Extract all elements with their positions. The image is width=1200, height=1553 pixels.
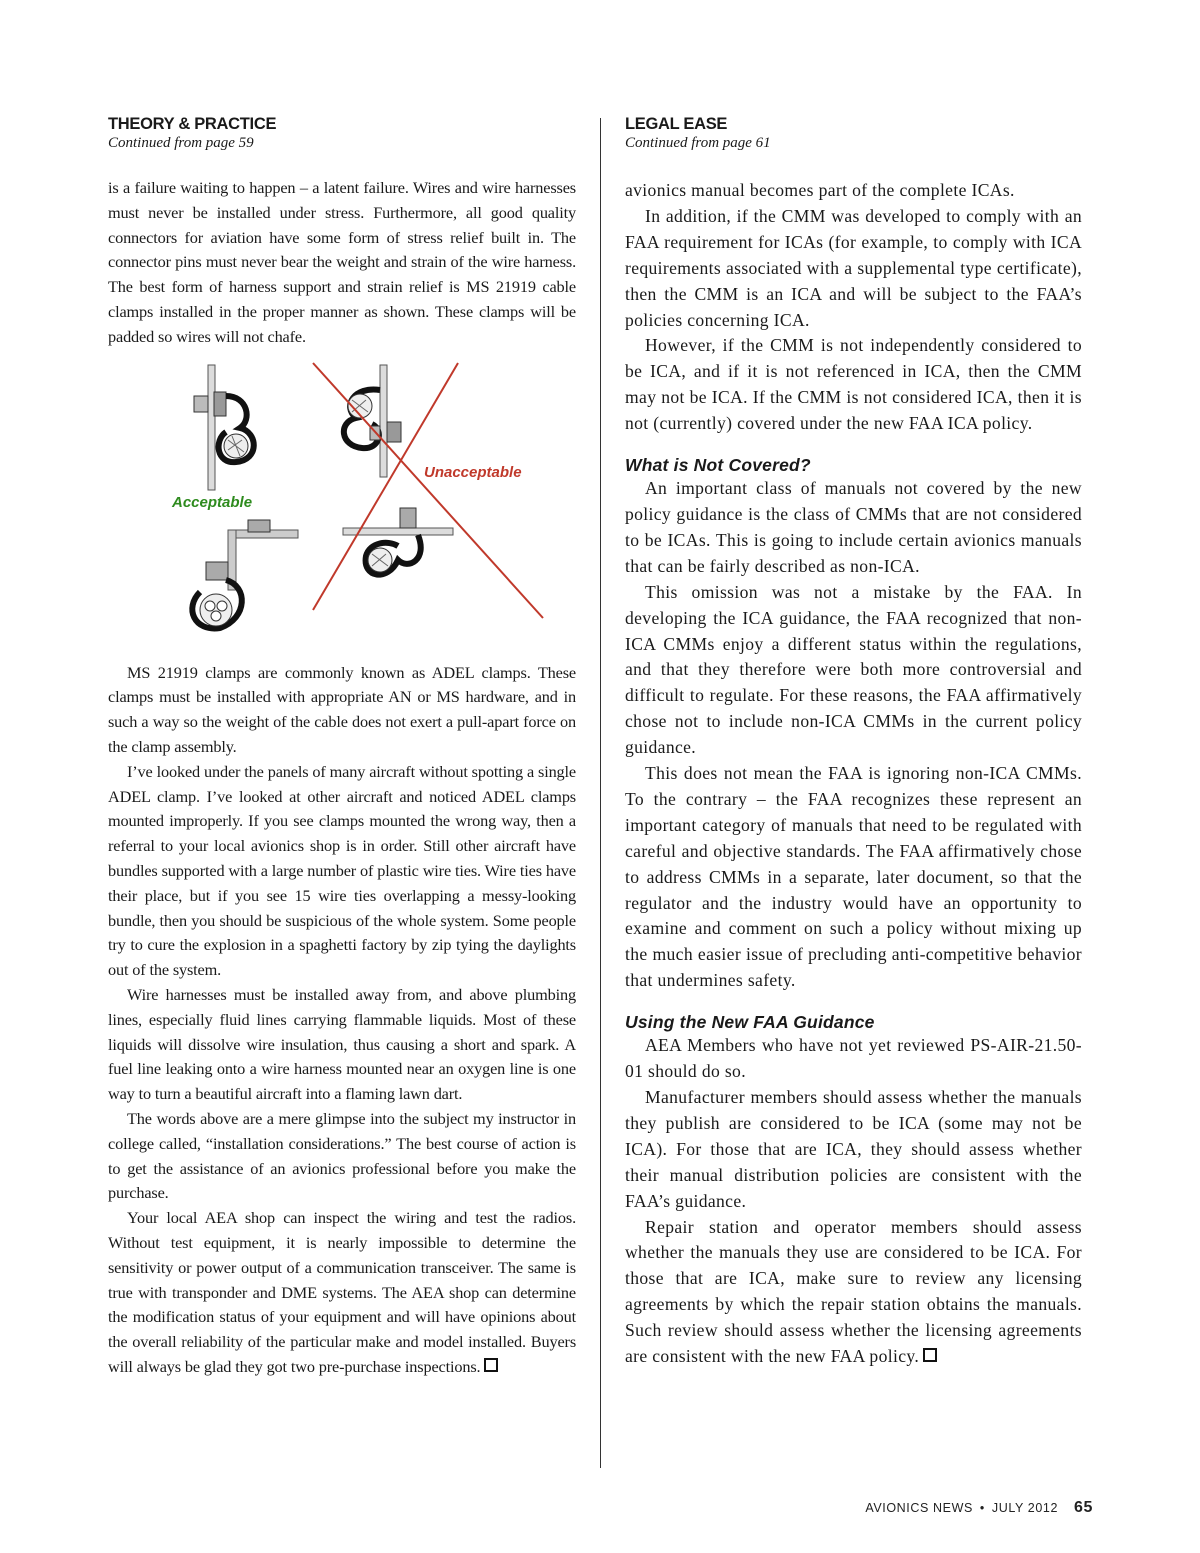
paragraph bbox=[625, 1215, 1082, 1370]
label-unacceptable: Unacceptable bbox=[424, 463, 522, 481]
article-body-right bbox=[625, 178, 1082, 1370]
paragraph bbox=[108, 1206, 576, 1380]
page-number: 65 bbox=[1074, 1499, 1093, 1516]
paragraph: The words above are a mere glimpse into the subject my instructor in college called, “installation considerations.” The best course of action is to get the assistance of an avionics professional before you make the purchase. bbox=[108, 1108, 576, 1203]
subhead-what-is-not-covered: What is Not Covered? bbox=[625, 455, 811, 476]
acceptable-clamp-top bbox=[194, 365, 254, 490]
column-divider bbox=[600, 118, 601, 1468]
paragraph: avionics manual becomes part of the complete ICAs. bbox=[625, 180, 1015, 200]
left-column bbox=[108, 114, 576, 1380]
page-footer bbox=[865, 1499, 1093, 1517]
paragraph: I’ve looked under the panels of many aircraft without spotting a single ADEL clamp. I’ve looked at other aircraft and noticed ADEL clamps mounted improperly. If you see clamps mounted the wrong way, then a referral to your local avionics shop is in order. Still other aircraft have bundles supported with a large number of plastic wire ties. Wire ties have their place, but if you see 15 wire ties overlapping a messy-looking bundle, then you should be suspicious of the whole system. Some people try to cure the explosion in a spaghetti factory by zip tying the daylights out of the system. bbox=[108, 761, 576, 980]
end-mark-checkbox-icon bbox=[923, 1348, 937, 1362]
acceptable-clamp-bottom bbox=[192, 520, 298, 628]
paragraph: However, if the CMM is not independently considered to be ICA, and if it is not referenced in ICA, then the CMM may not be ICA. If the CMM is not considered ICA, then it is not (currently) covered under the new FAA ICA policy. bbox=[625, 335, 1082, 434]
publication-name: AVIONICS NEWS bbox=[865, 1501, 973, 1515]
paragraph: Wire harnesses must be installed away from, and above plumbing lines, especially fluid lines carrying flammable liquids. Most of these liquids will dissolve wire insulation, thus causing a short and spark. A fuel line leaking onto a wire harness mounted near an oxygen line is one way to turn a beautiful aircraft into a flaming lawn dart. bbox=[108, 984, 576, 1104]
paragraph-text: Your local AEA shop can inspect the wiring and test the radios. Without test equipment, it is nearly impossible to determine the sensitivity or power output of a communication transceiver. The same is true with transponder and DME systems. The AEA shop can determine the modification status of your equipment and will have opinions about the overall reliability of the particular make and model installed. Buyers will always be glad they got two pre-purchase inspections. bbox=[108, 1208, 576, 1376]
paragraph: This omission was not a mistake by the FAA. In developing the ICA guidance, the FAA recognized that non-ICA CMMs enjoy a different status within the regulations, and that they therefore were both more controversial and difficult to regulate. For these reasons, the FAA affirmatively chose not to include non-ICA CMMs in the current policy guidance. bbox=[625, 581, 1082, 758]
issue-date: JULY 2012 bbox=[991, 1501, 1058, 1515]
footer-separator: • bbox=[979, 1501, 985, 1515]
paragraph-text: Repair station and operator members should assess whether the manuals they use are considered to be ICA. For those that are ICA, make sure to review any licensing agreements by which the repair station obtains the manuals. Such review should assess whether the licensing agreements are consistent with the new FAA policy. bbox=[625, 1216, 1082, 1367]
label-acceptable: Acceptable bbox=[172, 493, 253, 511]
article-body-left bbox=[108, 176, 576, 1380]
section-title-theory-practice: THEORY & PRACTICE bbox=[108, 115, 277, 133]
subhead-using-new-faa-guidance: Using the New FAA Guidance bbox=[625, 1012, 875, 1033]
paragraph: In addition, if the CMM was developed to comply with an FAA requirement for ICAs (for example, to comply with ICA requirements associated with a supplemental type certificate), then the CMM is an ICA and will be subject to the FAA’s policies concerning ICA. bbox=[625, 205, 1082, 330]
continued-note: Continued from page 61 bbox=[625, 135, 771, 151]
paragraph: This does not mean the FAA is ignoring non-ICA CMMs. To the contrary – the FAA recognizes these represent an important category of manuals that need to be regulated with careful and objective standards. The FAA affirmatively chose to address CMMs in a separate, later document, so that the regulator and the industry would have an opportunity to examine and comment on such a policy without mixing up the much easier issue of precluding anti-competitive behavior that undermines safety. bbox=[625, 763, 1082, 991]
unacceptable-clamp-bottom bbox=[343, 508, 453, 575]
end-mark-checkbox-icon bbox=[484, 1358, 498, 1372]
section-title-legal-ease: LEGAL EASE bbox=[625, 115, 728, 133]
paragraph: AEA Members who have not yet reviewed PS-AIR-21.50-01 should do so. bbox=[625, 1035, 1082, 1082]
paragraph: An important class of manuals not covered by the new policy guidance is the class of CMMs that are not considered to be ICAs. This is going to include certain avionics manuals that can be fairly described as non-ICA. bbox=[625, 478, 1082, 576]
continued-note: Continued from page 59 bbox=[108, 135, 254, 151]
paragraph: is a failure waiting to happen – a latent failure. Wires and wire harnesses must never be installed under stress. Furthermore, all good quality connectors for aviation have some form of stress relief built in. The connector pins must never bear the weight and strain of the wire harness. The best form of harness support and strain relief is MS 21919 cable clamps installed in the proper manner as shown. These clamps will be padded so wires will not chafe. bbox=[108, 178, 576, 346]
right-column bbox=[625, 114, 1082, 1370]
paragraph: Manufacturer members should assess whether the manuals they publish are considered to be ICA (some may not be ICA). For those that are ICA, they should assess whether their manual distribution policies are consistent with the FAA’s guidance. bbox=[625, 1087, 1082, 1211]
paragraph: MS 21919 clamps are commonly known as ADEL clamps. These clamps must be installed with appropriate AN or MS hardware, and in such a way so the weight of the cable does not exert a pull-apart force on the clamp assembly. bbox=[108, 662, 576, 756]
reject-x-line bbox=[313, 363, 543, 618]
adel-clamp-figure bbox=[108, 360, 576, 645]
unacceptable-clamp-top bbox=[344, 365, 401, 477]
